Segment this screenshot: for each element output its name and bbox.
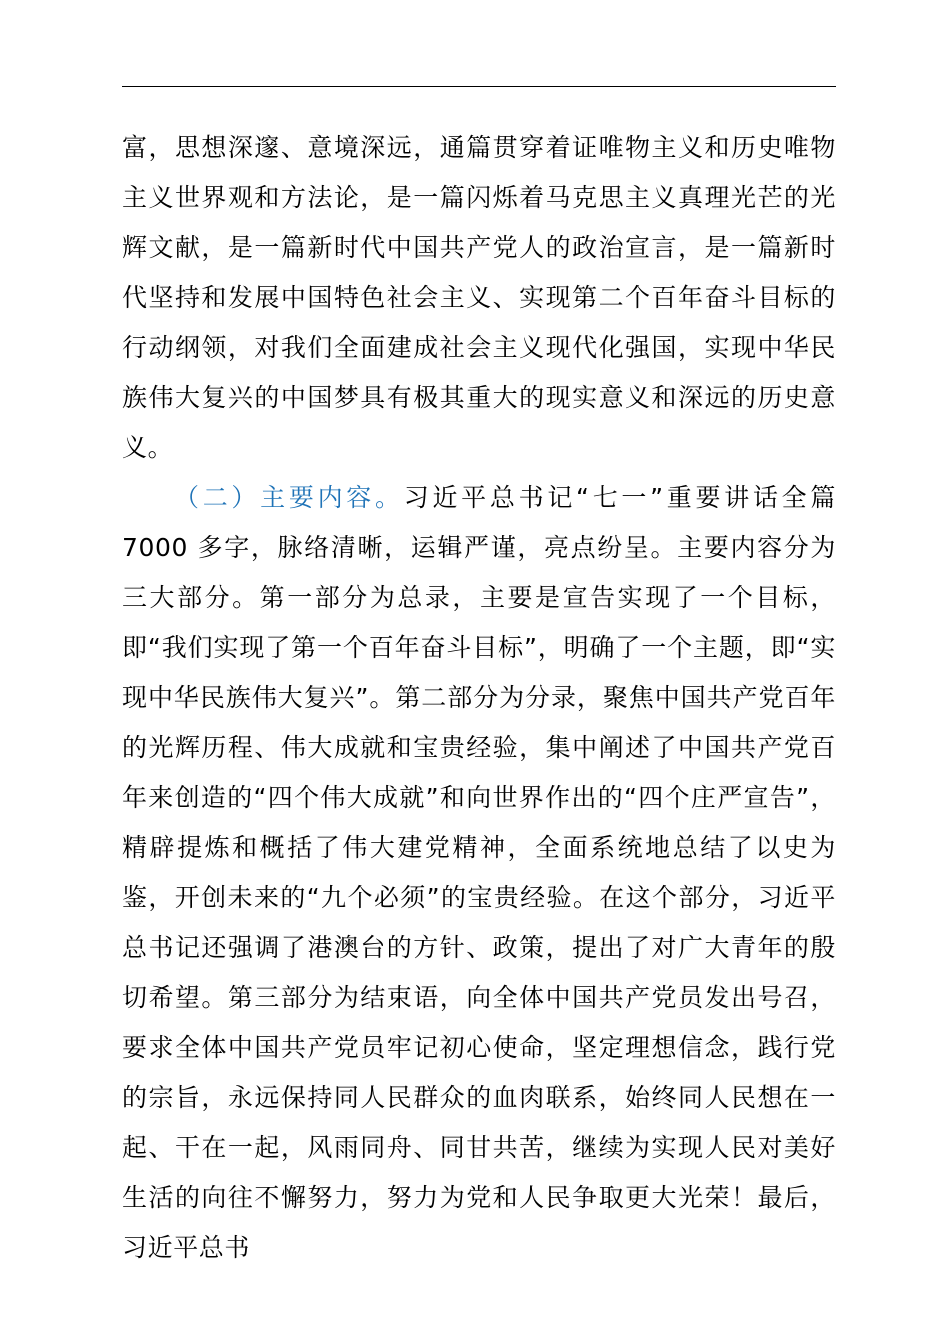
paragraph-text: 富，思想深邃、意境深远，通篇贯穿着证唯物主义和历史唯物主义世界观和方法论，是一篇闪烁着马克思主义真理光芒的光辉文献，是一篇新时代中国共产党人的政治宣言，是一篇新时代坚持和发展中国特色社会主义、实现第二个百年奋斗目标的行动纲领，对我们全面建成社会主义现代化强国，实现中华民族伟大复兴的中国梦具有极其重大的现实意义和深远的历史意义。 [122, 133, 836, 462]
document-body [122, 123, 836, 1273]
section-heading: （二）主要内容。 [174, 483, 404, 512]
paragraph-text: 习近平总书记“七一”重要讲话全篇 7000 多字，脉络清晰，运辑严谨，亮点纷呈。主要内容分为三大部分。第一部分为总录，主要是宣告实现了一个目标，即“我们实现了第一个百年奋斗目标”，明确了一个主题，即“实现中华民族伟大复兴”。第二部分为分录，聚焦中国共产党百年的光辉历程、伟大成就和宝贵经验，集中阐述了中国共产党百年来创造的“四个伟大成就”和向世界作出的“四个庄严宣告”，精辟提炼和概括了伟大建党精神，全面系统地总结了以史为鉴，开创未来的“九个必须”的宝贵经验。在这个部分，习近平总书记还强调了港澳台的方针、政策，提出了对广大青年的殷切希望。第三部分为结束语，向全体中国共产党员发出号召，要求全体中国共产党员牢记初心使命，坚定理想信念，践行党的宗旨，永远保持同人民群众的血肉联系，始终同人民想在一起、干在一起，风雨同舟、同甘共苦，继续为实现人民对美好生活的向往不懈努力，努力为党和人民争取更大光荣！最后，习近平总书 [122, 483, 836, 1262]
paragraph-continuation [122, 123, 836, 473]
paragraph-main-content [122, 473, 836, 1273]
header-rule [122, 86, 836, 87]
